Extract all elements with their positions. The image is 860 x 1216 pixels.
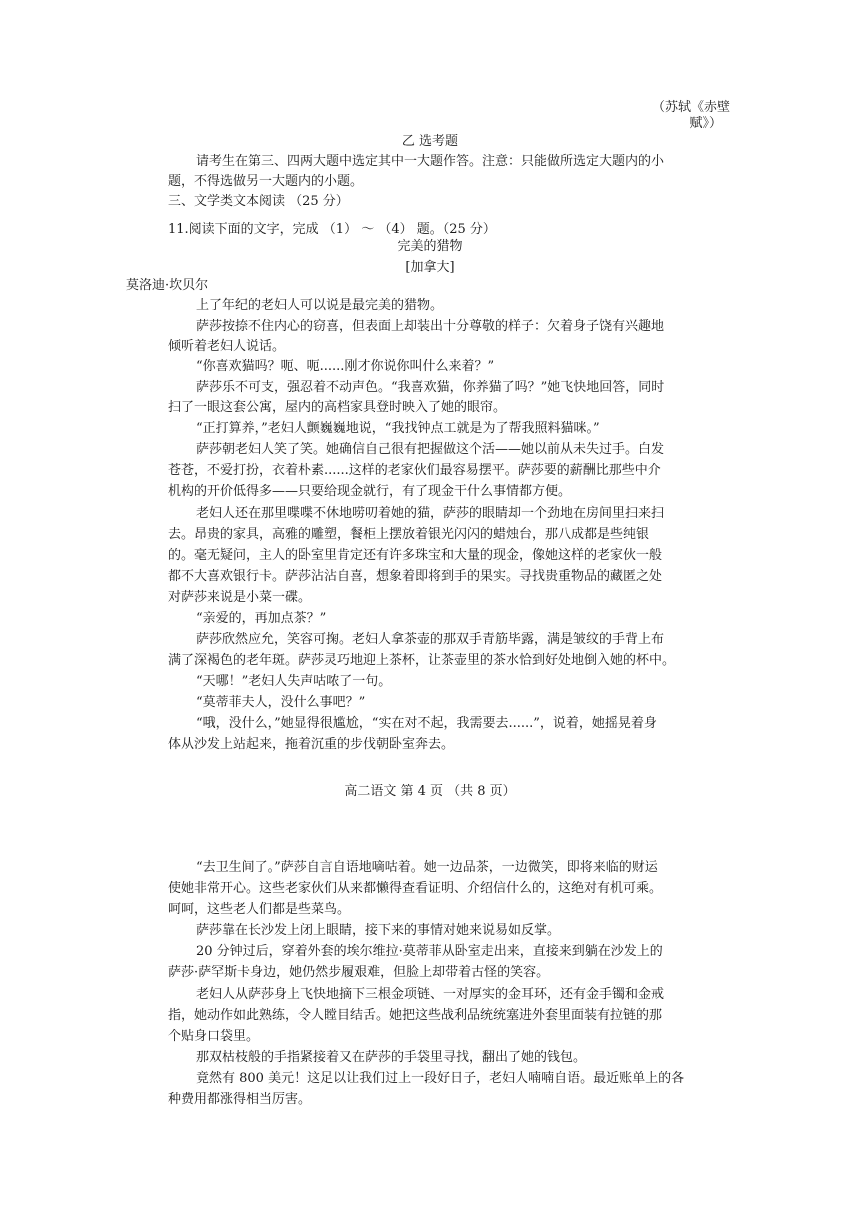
- paragraph-line: 老妇人还在那里喋喋不休地唠叨着她的猫，萨莎的眼睛却一个劲地在房间里扫来扫: [196, 506, 665, 521]
- paragraph-line: 去。昂贵的家具，高雅的雕塑，餐柜上摆放着银光闪闪的蜡烛台，那八成都是些纯银: [168, 527, 650, 542]
- paragraph-line: “去卫生间了。”萨莎自言自语地嘀咕着。她一边品茶，一边微笑，即将来临的财运: [196, 860, 658, 875]
- part-heading: 三、文学类文本阅读 （25 分）: [168, 194, 349, 209]
- citation-line-1: （苏轼《赤壁: [651, 100, 730, 115]
- author-name: 莫洛迪·坎贝尔: [126, 278, 209, 293]
- paragraph-line: 萨莎朝老妇人笑了笑。她确信自己很有把握做这个活——她以前从未失过手。白发: [196, 442, 665, 457]
- paragraph-line: “哦，没什么，”她显得很尴尬，“实在对不起，我需要去......”，说着，她摇晃着身: [196, 716, 657, 731]
- paragraph-line: 对萨莎来说是小菜一碟。: [168, 590, 312, 605]
- paragraph-line: “莫蒂菲夫人，没什么事吧？”: [196, 695, 366, 710]
- citation-line-2: 赋》）: [689, 116, 722, 131]
- paragraph-line: 的。毫无疑问，主人的卧室里肯定还有许多珠宝和大量的现金，像她这样的老家伙一般: [168, 548, 663, 563]
- paragraph-line: “你喜欢猫吗？呃、呃......刚才你说你叫什么来着？”: [196, 359, 495, 374]
- paragraph-line: “天哪！”老妇人失声咕哝了一句。: [196, 674, 392, 689]
- paragraph-line: 倾听着老妇人说话。: [168, 339, 286, 354]
- paragraph-line: 都不大喜欢银行卡。萨莎沾沾自喜，想象着即将到手的果实。寻找贵重物品的藏匿之处: [168, 569, 663, 584]
- page-footer: 高二语文 第 4 页 （共 8 页）: [344, 784, 516, 799]
- author-country: [加拿大]: [405, 260, 455, 275]
- paragraph-line: 个贴身口袋里。: [168, 1029, 260, 1044]
- paragraph-line: “正打算养，”老妇人颤巍巍地说，“我找钟点工就是为了帮我照料猫咪。”: [196, 421, 600, 436]
- paragraph-line: 呵呵，这些老人们都是些菜鸟。: [168, 902, 351, 917]
- section-title: 乙 选考题: [401, 134, 459, 149]
- story-title: 完美的猎物: [397, 239, 463, 254]
- paragraph-line: 那双枯枝般的手指紧接着又在萨莎的手袋里寻找，翻出了她的钱包。: [196, 1050, 587, 1065]
- paragraph-line: 指，她动作如此熟练，令人瞠目结舌。她把这些战利品统统塞进外套里面装有拉链的那: [168, 1008, 663, 1023]
- paragraph-line: 扫了一眼这套公寓，屋内的高档家具登时映入了她的眼帘。: [168, 400, 507, 415]
- paragraph-line: 苍苍，不爱打扮，衣着朴素......这样的老家伙们最容易摆平。萨莎要的薪酬比那些中介: [168, 463, 661, 478]
- paragraph-line: 萨莎欣然应允，笑容可掬。老妇人拿茶壶的那双手青筋毕露，满是皱纹的手背上布: [196, 632, 665, 647]
- paragraph-line: 使她非常开心。这些老家伙们从来都懒得查看证明、介绍信什么的，这绝对有机可乘。: [168, 881, 663, 896]
- paragraph-line: 满了深褐色的老年斑。萨莎灵巧地迎上茶杯，让茶壶里的茶水恰到好处地倒入她的杯中。: [168, 653, 676, 668]
- question-line: 11.阅读下面的文字，完成 （1） ～ （4） 题。（25 分）: [168, 222, 496, 237]
- citation: [652, 100, 730, 132]
- paragraph-line: 老妇人从萨莎身上飞快地摘下三根金项链、一对厚实的金耳环，还有金手镯和金戒: [196, 987, 665, 1002]
- paragraph-line: 机构的开价低得多——只要给现金就行，有了现金干什么事情都方便。: [168, 484, 572, 499]
- paragraph-line: 种费用都涨得相当厉害。: [168, 1092, 312, 1107]
- paragraph-line: 20 分钟过后，穿着外套的埃尔维拉·莫蒂菲从卧室走出来，直接来到躺在沙发上的: [196, 944, 663, 959]
- paragraph-line: 体从沙发上站起来，拖着沉重的步伐朝卧室奔去。: [168, 737, 455, 752]
- instruction-line-1: 请考生在第三、四两大题中选定其中一大题作答。注意：只能做所选定大题内的小: [196, 154, 665, 169]
- paragraph-line: “亲爱的，再加点茶？”: [196, 611, 327, 626]
- paragraph-line: 竟然有 800 美元！这足以让我们过上一段好日子，老妇人喃喃自语。最近账单上的各: [196, 1071, 685, 1086]
- paragraph-line: 上了年纪的老妇人可以说是最完美的猎物。: [196, 298, 444, 313]
- paragraph-line: 萨莎·萨罕斯卡身边，她仍然步履艰难，但脸上却带着古怪的笑容。: [168, 965, 550, 980]
- paragraph-line: 萨莎乐不可支，强忍着不动声色。“我喜欢猫，你养猫了吗？”她飞快地回答，同时: [196, 380, 665, 395]
- paragraph-line: 萨莎靠在长沙发上闭上眼睛，接下来的事情对她来说易如反掌。: [196, 923, 561, 938]
- paragraph-line: 萨莎按捺不住内心的窃喜，但表面上却装出十分尊敬的样子：欠着身子饶有兴趣地: [196, 319, 665, 334]
- instruction-line-2: 题，不得选做另一大题内的小题。: [168, 174, 364, 189]
